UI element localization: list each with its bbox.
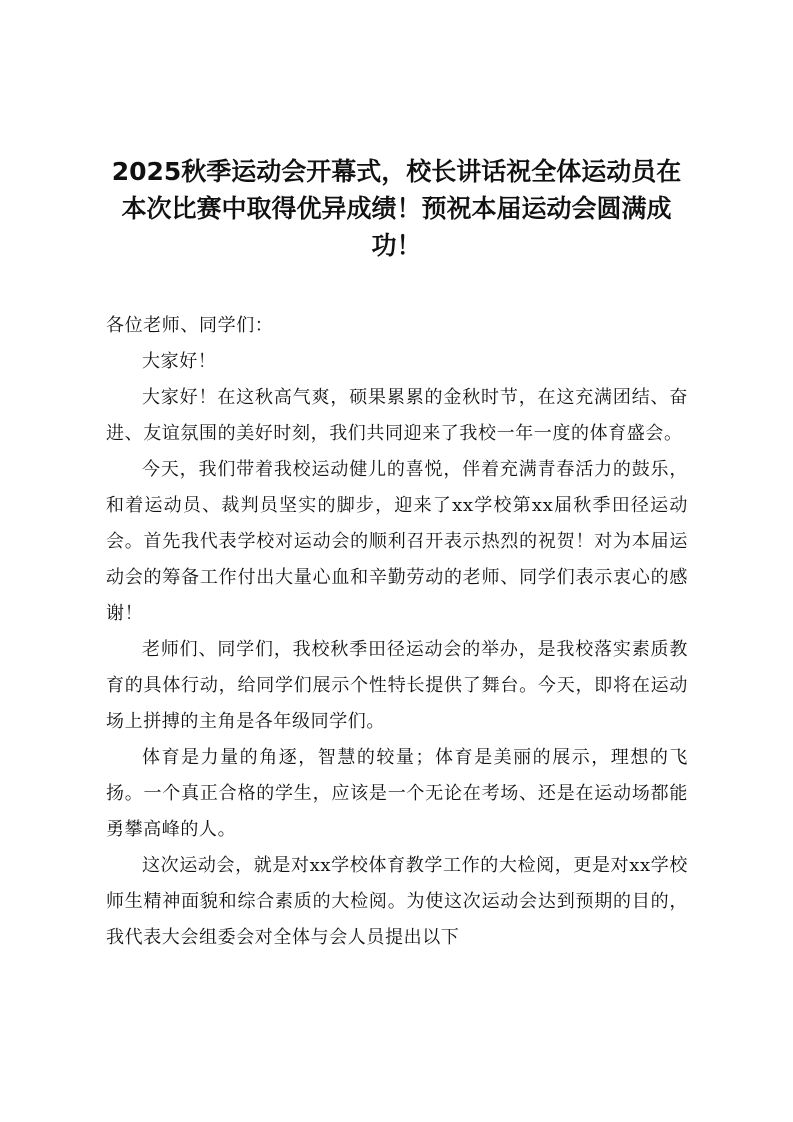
paragraph-significance: 老师们、同学们，我校秋季田径运动会的举办，是我校落实素质教育的具体行动，给同学们展示个性特长提供了舞台。今天，即将在运动场上拼搏的主角是各年级同学们。 bbox=[106, 639, 688, 732]
salutation: 各位老师、同学们： bbox=[106, 315, 274, 336]
document-body bbox=[106, 308, 688, 956]
paragraph-opening: 大家好！在这秋高气爽，硕果累累的金秋时节，在这充满团结、奋进、友谊氛围的美好时刻，我们共同迎来了我校一年一度的体育盛会。 bbox=[106, 387, 688, 444]
paragraph-welcome: 今天，我们带着我校运动健儿的喜悦，伴着充满青春活力的鼓乐，和着运动员、裁判员坚实的脚步，迎来了xx学校第xx届秋季田径运动会。首先我代表学校对运动会的顺利召开表示热烈的祝贺！对为本届运动会的筹备工作付出大量心血和辛勤劳动的老师、同学们表示衷心的感谢！ bbox=[106, 459, 688, 624]
paragraph-sports-meaning: 体育是力量的角逐，智慧的较量；体育是美丽的展示，理想的飞扬。一个真正合格的学生，应该是一个无论在考场、还是在运动场都能勇攀高峰的人。 bbox=[106, 747, 688, 840]
document-title: 2025秋季运动会开幕式，校长讲话祝全体运动员在本次比赛中取得优异成绩！预祝本届运动会圆满成功！ bbox=[111, 157, 682, 260]
paragraph-greeting: 大家好！ bbox=[142, 351, 217, 372]
paragraph-requirements: 这次运动会，就是对xx学校体育教学工作的大检阅，更是对xx学校师生精神面貌和综合素质的大检阅。为使这次运动会达到预期的目的，我代表大会组委会对全体与会人员提出以下 bbox=[106, 855, 688, 948]
